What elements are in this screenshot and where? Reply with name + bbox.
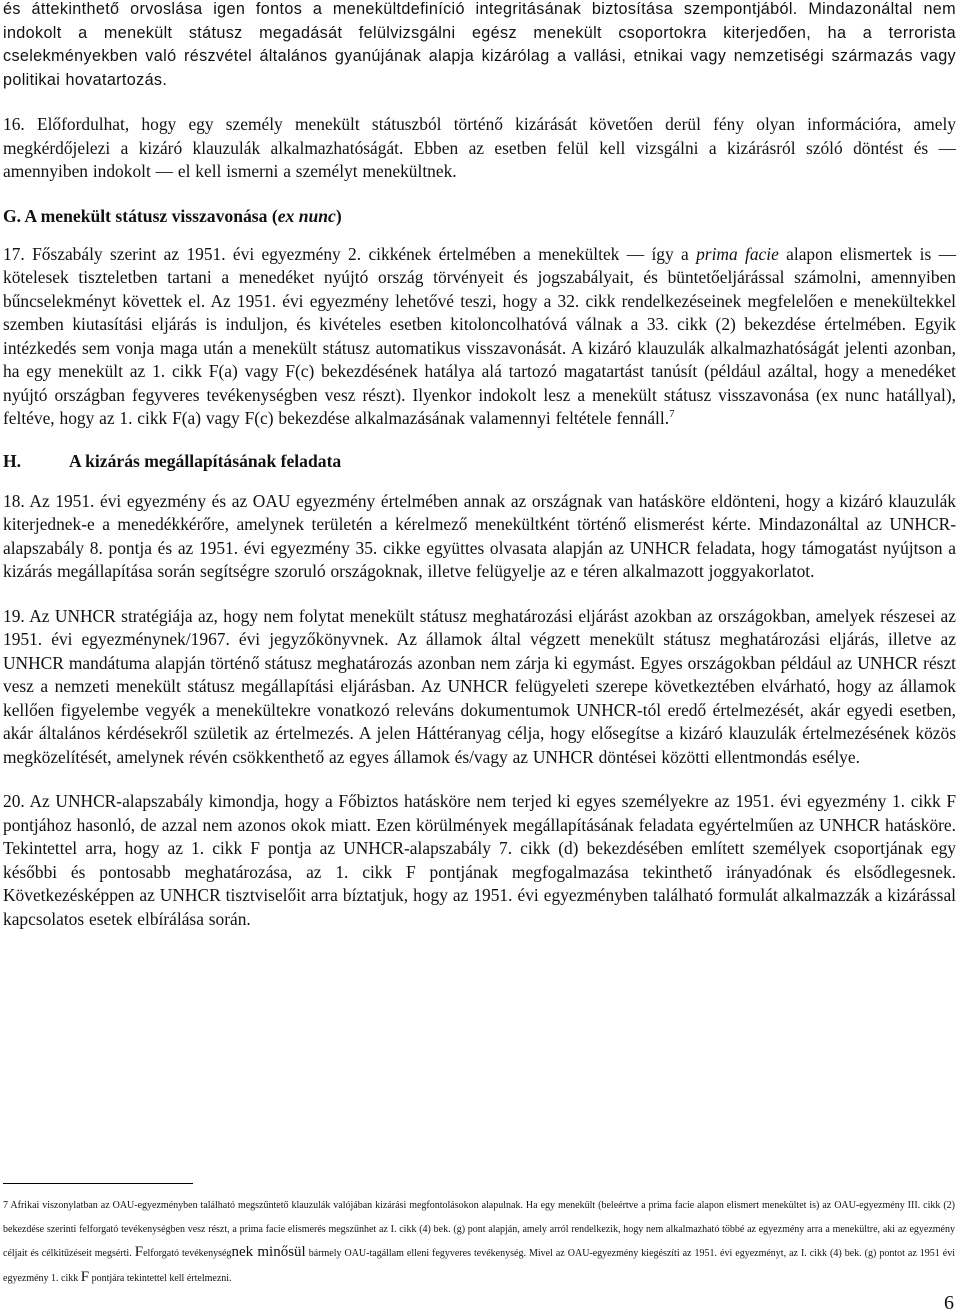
footnote-divider xyxy=(3,1183,193,1184)
paragraph-continuation: és áttekinthető orvoslása igen fontos a menekültdefiníció integritásának biztosítása szempontjából. Mindazonáltal nem indokolt a menekült státusz megadását felülvizsgálni egész menekült csoportokra kiterjedően, ha a terrorista cselekményekben való részvétel általános gyanújának alapja kizárólag a vallási, etnikai vagy nemzetiségi származás vagy politikai hovatartozás. xyxy=(3,0,956,89)
paragraph-18: 18. Az 1951. évi egyezmény és az OAU egyezmény értelmében annak az országnak van hatásköre eldönteni, hogy a kizáró klauzulák kiterjednek-e a menedékkérőre, amelynek területén a kérelmező menekültként történő elismerést kérte. Mindazonáltal az UNHCR-alapszabály 8. pontja és az 1951. évi egyezmény 35. cikke együttes olvasata alapján az UNHCR feladata, hogy támogatást nyújtson a kizárás megállapítása során segítségre szoruló országoknak, illetve felügyelje az e téren alkalmazott joggyakorlatot. xyxy=(3,490,956,581)
paragraph-20: 20. Az UNHCR-alapszabály kimondja, hogy a Főbiztos hatásköre nem terjed ki egyes személyekre az 1951. évi egyezmény 1. cikk F pontjához hasonló, de azzal nem azonos okok miatt. Ezen körülmények megállapításának feladata egyértelműen az UNHCR hatásköre. Tekintettel arra, hogy az 1. cikk F pontja az UNHCR-alapszabály 7. cikk (d) bekezdésében említett személyek csoportjának egy későbbi és pontosabb meghatározása, az 1. cikk F pontjának megfogalmazása tekinthető irányadónak és elsődlegesnek. Következésképpen az UNHCR tisztviselőit arra bíztatjuk, hogy az 1951. évi egyezményben található formulát alkalmazzák a kizárással kapcsolatos esetek elbírálása során. xyxy=(3,791,956,929)
heading-section-g: G. A menekült státusz visszavonása (ex nunc) xyxy=(3,205,342,226)
footnote-7: 7 Afrikai viszonylatban az OAU-egyezményben található megszűntető klauzulák valójában kizárási megfontolásokon alapulnak. Ha egy menekült (beleértve a prima facie alapon elismert menekültet is) az OAU-egyezmény III. cikk (2) bekezdése szerinti felforgató tevékenységben vesz részt, a prima facie elismerés megszűnhet az I. cikk (4) bek. (g) pont alapján, amely arról rendelkezik, hogy nem alkalmazható többé az egyezmény arra a menekültre, aki az egyezmény céljait és célkitűzéseit megsérti. Felforgató tevékenységnek minősül bármely OAU-tagállam elleni fegyveres tevékenység. Mivel az OAU-egyezmény kiegészíti az 1951. évi egyezményt, az I. cikk (4) bek. (g) pontot az 1951 évi egyezmény 1. cikk F pontjára tekintettel kell értelmezni. xyxy=(3,1200,956,1285)
paragraph-19: 19. Az UNHCR stratégiája az, hogy nem folytat menekült státusz meghatározási eljárást azokban az országokban, amelyek részesei az 1951. évi egyezménynek/1967. évi jegyzőkönyvnek. Az államok által végzett menekült státusz meghatározási eljárás, illetve az UNHCR mandátuma alapján történő státusz meghatározás azonban nem zárja ki egymást. Egyes országokban például az UNHCR részt vesz a nemzeti menekült státusz megállapítási eljárásban. Az UNHCR felügyeleti szerepe következtében elvárható, hogy az államok kellően figyelembe vegyék a menekültekre vonatkozó releváns dokumentumok UNHCR-tól eredő értelmezését, akár egyedi esetben, akár általános kérdésekről születik az értelmezés. A jelen Háttéranyag célja, hogy elősegítse a kizáró klauzulák értelmezésének közös megközelítését, amelynek révén csökkenthető az egyes államok és/vagy az UNHCR döntései közötti ellentmondás esélye. xyxy=(3,605,956,767)
footnote-reference[interactable]: 7 xyxy=(669,408,675,421)
heading-section-h: H. A kizárás megállapításának feladata xyxy=(3,450,342,471)
page-number: 6 xyxy=(944,1292,954,1314)
paragraph-16: 16. Előfordulhat, hogy egy személy menekült státuszból történő kizárását követően derül fény olyan információra, amely megkérdőjelezi a kizáró klauzulák alkalmazhatóságát. Ebben az esetben felül kell vizsgálni a kizárásról szóló döntést és — amennyiben indokolt — el kell ismerni a személyt menekültnek. xyxy=(3,114,956,181)
paragraph-17: 17. Főszabály szerint az 1951. évi egyezmény 2. cikkének értelmében a menekültek — így a prima facie alapon elismertek is — kötelesek tiszteletben tartani a menedéket nyújtó ország törvényeit és jogszabályait, és büntetőeljárással számolni, amennyiben bűncselekményt követtek el. Az 1951. évi egyezmény lehetővé teszi, hogy a 32. cikk rendelkezéseinek megfelelően e menekültekkel szemben kiutasítási eljárás is induljon, és kivételes esetben kitoloncolhatóvá válnak a 33. cikk (2) bekezdése értelmében. Egyik intézkedés sem vonja maga után a menekült státusz automatikus visszavonását. A kizáró klauzulák alkalmazhatóságát jelenti azonban, ha egy menekült az 1. cikk F(a) vagy F(c) bekezdésének hatálya alá tartozó magatartást tanúsít (például azáltal, hogy a menedéket nyújtó országban fegyveres tevékenységben vesz részt). Ilyenkor indokolt lesz a menekült státusz visszavonása (ex nunc hatállyal), feltéve, hogy az 1. cikk F(a) vagy F(c) bekezdése alkalmazásának valamennyi feltétele fennáll.$^7$ xyxy=(3,243,956,428)
